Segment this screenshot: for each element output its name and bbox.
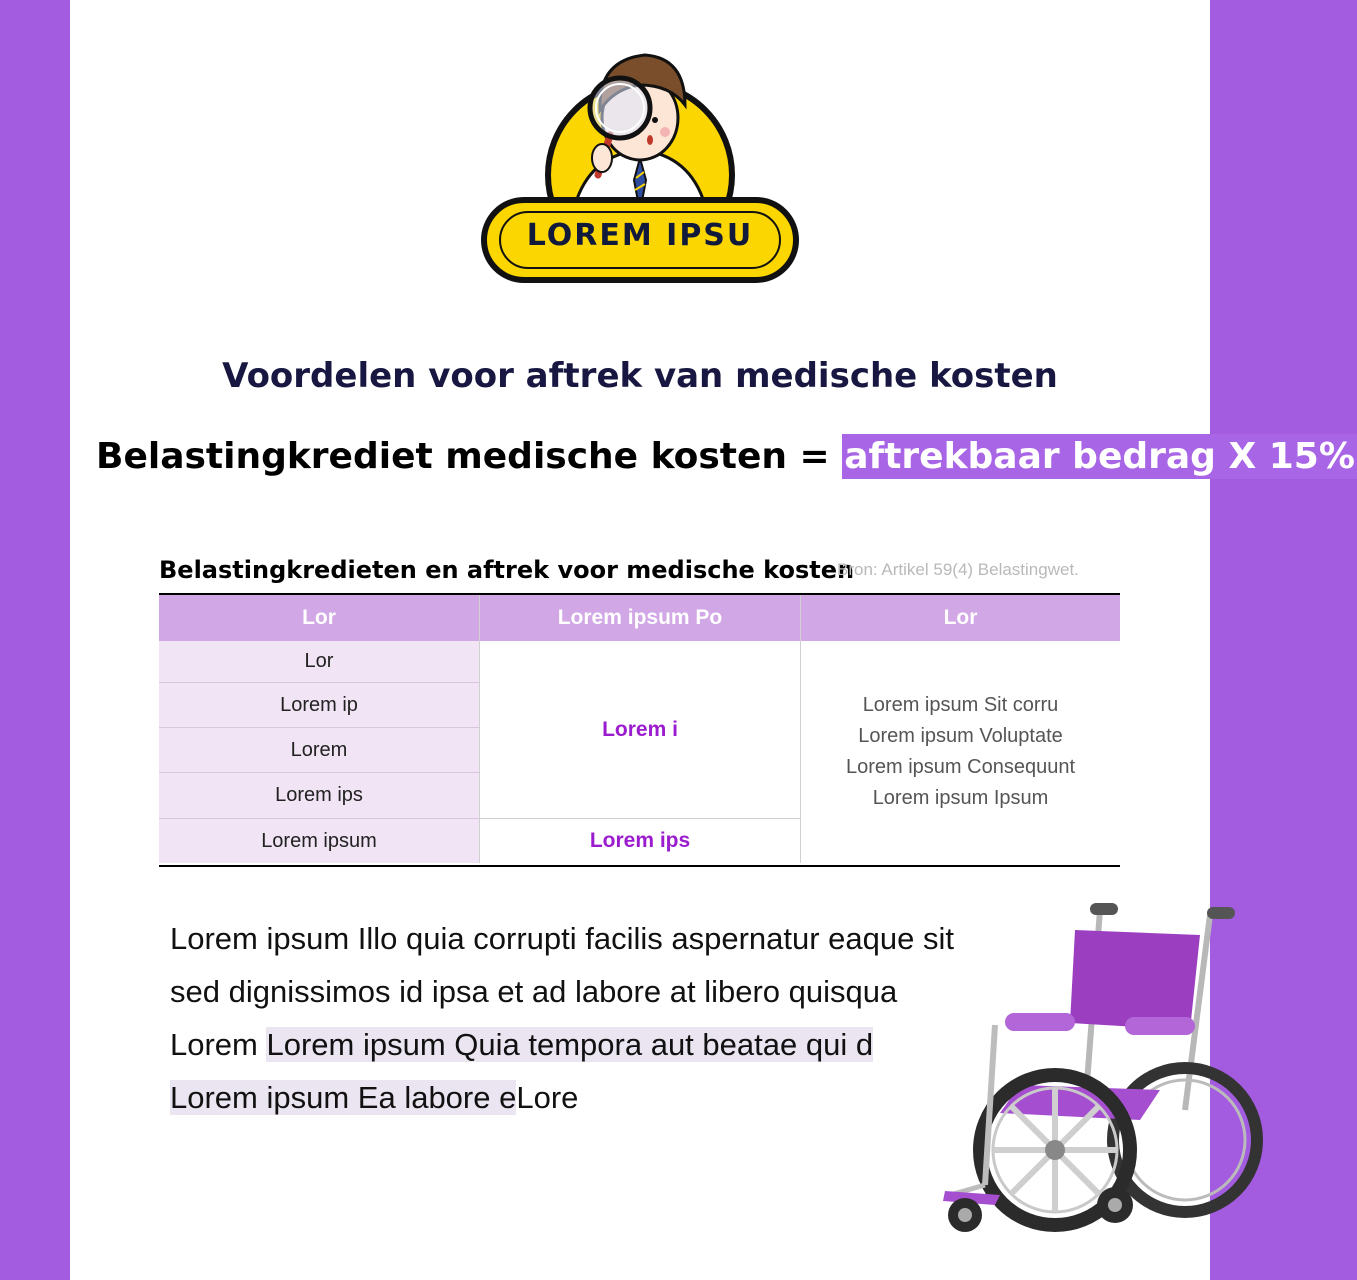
- table-header-2: Lorem ipsum Po: [480, 595, 800, 641]
- formula-left: Belastingkrediet medische kosten =: [96, 436, 843, 477]
- wheelchair-illustration: [925, 895, 1245, 1240]
- body-text-plain: Lorem: [170, 1027, 267, 1062]
- right-cell-line: Lorem ipsum Consequunt: [845, 756, 1075, 778]
- body-line: [170, 1071, 1010, 1124]
- table-header-3: Lor: [801, 595, 1120, 641]
- middle-cell-bottom: Lorem ips: [589, 829, 691, 852]
- table-title: Belastingkredieten en aftrek voor medische kosten: [159, 556, 855, 584]
- logo-text: LOREM IPSU: [526, 218, 754, 253]
- body-line: Lorem ipsum Illo quia corrupti facilis aspernatur eaque sit: [170, 921, 954, 956]
- body-text-plain: Lore: [516, 1080, 579, 1115]
- page-heading: Voordelen voor aftrek van medische kosten: [222, 356, 1058, 396]
- body-line: [170, 1018, 1010, 1071]
- table-row: Lorem ip: [159, 683, 479, 728]
- table-row: Lorem: [159, 728, 479, 773]
- right-cell: [801, 641, 1120, 863]
- formula-highlight: aftrekbaar bedrag X 15%: [844, 436, 1355, 477]
- right-cell-line: Lorem ipsum Sit corru: [862, 694, 1059, 716]
- table-header-1: Lor: [159, 595, 479, 641]
- right-cell-line: Lorem ipsum Ipsum: [872, 787, 1049, 809]
- right-cell-line: Lorem ipsum Voluptate: [858, 725, 1063, 747]
- table-row: Lor: [159, 641, 479, 683]
- table-row: Lorem ips: [159, 773, 479, 819]
- logo: [480, 40, 800, 290]
- formula: [96, 436, 1357, 477]
- body-text-highlight: Lorem ipsum Ea labore e: [170, 1080, 517, 1115]
- credits-table: [159, 593, 1120, 867]
- table-source: Bron: Artikel 59(4) Belastingwet.: [837, 560, 1079, 579]
- table-row: Lorem ipsum: [159, 819, 479, 863]
- middle-cell-top: Lorem i: [602, 717, 678, 741]
- body-line: sed dignissimos id ipsa et ad labore at libero quisqua: [170, 974, 898, 1009]
- body-paragraph: [170, 912, 1010, 1124]
- body-text-highlight: Lorem ipsum Quia tempora aut beatae qui d: [266, 1027, 874, 1062]
